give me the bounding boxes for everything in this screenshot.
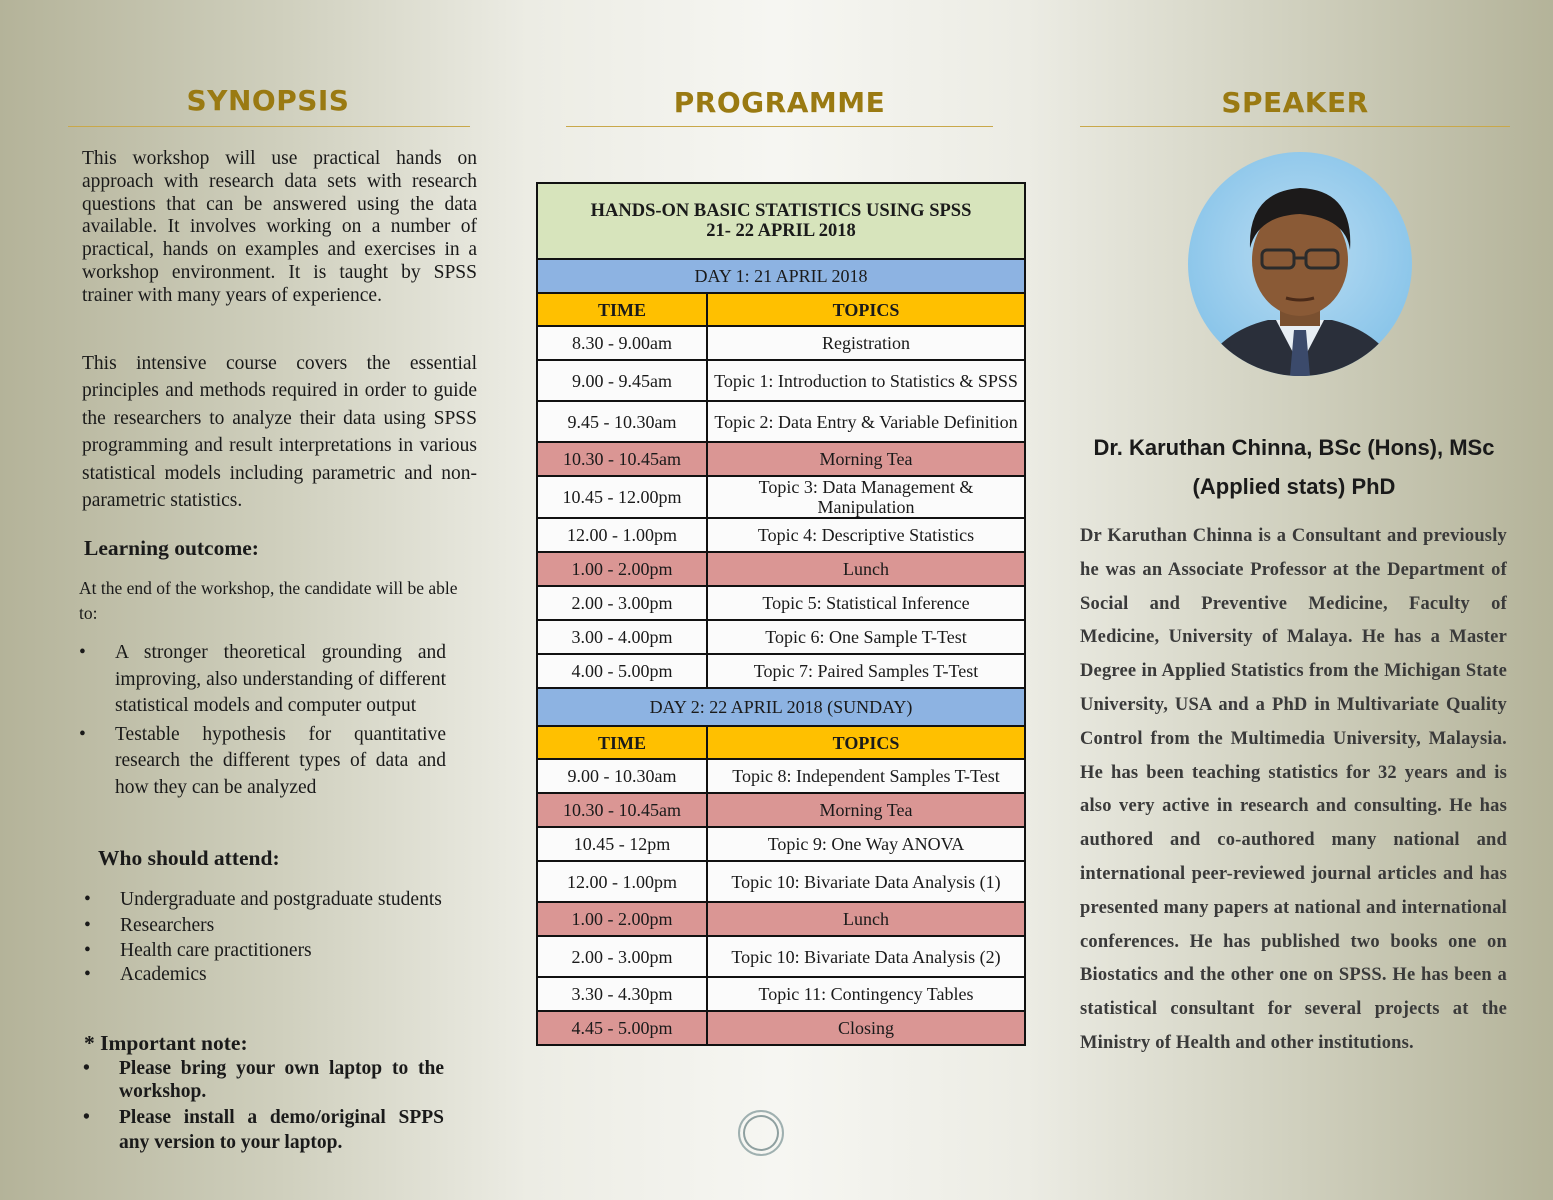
row-topic: Topic 4: Descriptive Statistics — [707, 518, 1025, 552]
row-topic: Morning Tea — [707, 442, 1025, 476]
synopsis-paragraph-2: This intensive course covers the essential principles and methods required in order to guide the researchers to analyze their data using SPSS programming and result interpretations in various statistical models including parametric and non-parametric statistics. — [82, 353, 477, 512]
row-topic: Topic 5: Statistical Inference — [707, 586, 1025, 620]
day2-label: DAY 2: 22 APRIL 2018 (SUNDAY) — [537, 688, 1025, 726]
outcome-item: • Testable hypothesis for quantitative research the different types of data and how they can be analyzed — [79, 722, 446, 802]
row-time: 10.30 - 10.45am — [537, 793, 707, 827]
schedule-title-row — [537, 183, 1025, 259]
row-topic: Topic 10: Bivariate Data Analysis (2) — [707, 936, 1025, 977]
table-row — [537, 936, 1025, 977]
table-row — [537, 793, 1025, 827]
learning-outcome-intro: At the end of the workshop, the candidate will be able to: — [79, 578, 458, 623]
speaker-name-line2: (Applied stats) PhD — [1192, 474, 1396, 499]
row-time: 3.30 - 4.30pm — [537, 977, 707, 1011]
schedule-title — [537, 183, 1025, 259]
row-time: 9.00 - 9.45am — [537, 360, 707, 401]
table-row — [537, 1011, 1025, 1045]
time-column-header: TIME — [537, 293, 707, 326]
speaker-heading: SPEAKER — [1221, 86, 1369, 119]
programme-heading: PROGRAMME — [673, 86, 886, 119]
row-topic: Topic 9: One Way ANOVA — [707, 827, 1025, 861]
row-topic: Lunch — [707, 552, 1025, 586]
attendee-item: • Researchers — [84, 914, 456, 939]
row-time: 10.45 - 12pm — [537, 827, 707, 861]
row-time: 9.00 - 10.30am — [537, 759, 707, 793]
outcome-item: • A stronger theoretical grounding and improving, also understanding of different statistical models and computer output — [79, 640, 446, 720]
schedule-table — [536, 182, 1026, 1046]
table-row — [537, 902, 1025, 936]
row-topic: Topic 1: Introduction to Statistics & SPSS — [707, 360, 1025, 401]
row-time: 2.00 - 3.00pm — [537, 936, 707, 977]
note-item: • Please bring your own laptop to the workshop. — [83, 1058, 444, 1103]
row-topic: Topic 3: Data Management & Manipulation — [707, 476, 1025, 518]
attendee-list — [84, 889, 456, 988]
synopsis-paragraph-1: This workshop will use practical hands on approach with research data sets with research questions that can be answered using the data available. It involves working on a number of practical, hands on examples and exercises in a workshop environment. It is taught by SPSS trainer with many years of experience. — [82, 148, 477, 306]
time-column-header: TIME — [537, 726, 707, 759]
row-topic: Registration — [707, 326, 1025, 360]
learning-outcome-heading: Learning outcome: — [84, 536, 259, 560]
row-topic: Topic 10: Bivariate Data Analysis (1) — [707, 861, 1025, 902]
schedule-title-line2: 21- 22 APRIL 2018 — [706, 221, 856, 241]
topics-column-header: TOPICS — [707, 726, 1025, 759]
note-item: • Please install a demo/original SPPS any version to your laptop. — [83, 1106, 444, 1155]
outcome-list — [79, 640, 446, 801]
row-time: 9.45 - 10.30am — [537, 401, 707, 442]
day1-label: DAY 1: 21 APRIL 2018 — [537, 259, 1025, 293]
row-time: 2.00 - 3.00pm — [537, 586, 707, 620]
speaker-portrait-icon — [1188, 152, 1412, 376]
schedule-title-line1: HANDS-ON BASIC STATISTICS USING SPSS — [590, 201, 972, 221]
table-row — [537, 654, 1025, 688]
row-topic: Morning Tea — [707, 793, 1025, 827]
programme-rule — [566, 126, 993, 127]
table-row — [537, 552, 1025, 586]
important-note-heading: * Important note: — [84, 1031, 248, 1055]
speaker-rule — [1080, 126, 1510, 127]
row-topic: Closing — [707, 1011, 1025, 1045]
table-row — [537, 476, 1025, 518]
row-topic: Topic 8: Independent Samples T-Test — [707, 759, 1025, 793]
speaker-photo — [1188, 152, 1412, 376]
table-row — [537, 620, 1025, 654]
row-time: 1.00 - 2.00pm — [537, 552, 707, 586]
row-topic: Topic 2: Data Entry & Variable Definition — [707, 401, 1025, 442]
row-time: 4.45 - 5.00pm — [537, 1011, 707, 1045]
row-topic: Topic 11: Contingency Tables — [707, 977, 1025, 1011]
synopsis-rule — [68, 126, 470, 127]
speaker-bio: Dr Karuthan Chinna is a Consultant and previously he was an Associate Professor at the Department of Social and Preventive Medicine, Faculty of Medicine, University of Malaya. He has a Master Degree in Applied Statistics from the Michigan State University, USA and a PhD in Multivariate Quality Control from the Multimedia University, Malaysia. He has been teaching statistics for 32 years and is also very active in research and consulting. He has authored and co-authored many national and international peer-reviewed journal articles and has presented many papers at national and international conferences. He has published two books one on Biostatics and the other one on SPSS. He has been a statistical consultant for several projects at the Ministry of Health and other institutions. — [1080, 526, 1507, 1053]
row-time: 3.00 - 4.00pm — [537, 620, 707, 654]
row-time: 10.30 - 10.45am — [537, 442, 707, 476]
row-topic: Topic 6: One Sample T-Test — [707, 620, 1025, 654]
row-time: 12.00 - 1.00pm — [537, 518, 707, 552]
who-should-attend-heading: Who should attend: — [98, 846, 280, 870]
row-time: 8.30 - 9.00am — [537, 326, 707, 360]
attendee-item: • Health care practitioners — [84, 939, 456, 964]
table-row — [537, 360, 1025, 401]
table-row — [537, 827, 1025, 861]
attendee-item: • Undergraduate and postgraduate students — [84, 889, 456, 911]
table-row — [537, 759, 1025, 793]
topics-column-header: TOPICS — [707, 293, 1025, 326]
row-time: 4.00 - 5.00pm — [537, 654, 707, 688]
row-time: 1.00 - 2.00pm — [537, 902, 707, 936]
speaker-name-line1: Dr. Karuthan Chinna, BSc (Hons), MSc — [1093, 435, 1495, 460]
synopsis-heading: SYNOPSIS — [186, 84, 350, 117]
table-row — [537, 326, 1025, 360]
row-topic: Topic 7: Paired Samples T-Test — [707, 654, 1025, 688]
row-topic: Lunch — [707, 902, 1025, 936]
row-time: 12.00 - 1.00pm — [537, 861, 707, 902]
row-time: 10.45 - 12.00pm — [537, 476, 707, 518]
speaker-name — [1078, 428, 1510, 506]
table-row — [537, 401, 1025, 442]
table-row — [537, 518, 1025, 552]
table-row — [537, 442, 1025, 476]
table-row — [537, 861, 1025, 902]
table-row — [537, 977, 1025, 1011]
decorative-ring-icon — [738, 1110, 784, 1156]
attendee-item: • Academics — [84, 963, 456, 988]
table-row — [537, 586, 1025, 620]
note-list — [83, 1058, 444, 1155]
